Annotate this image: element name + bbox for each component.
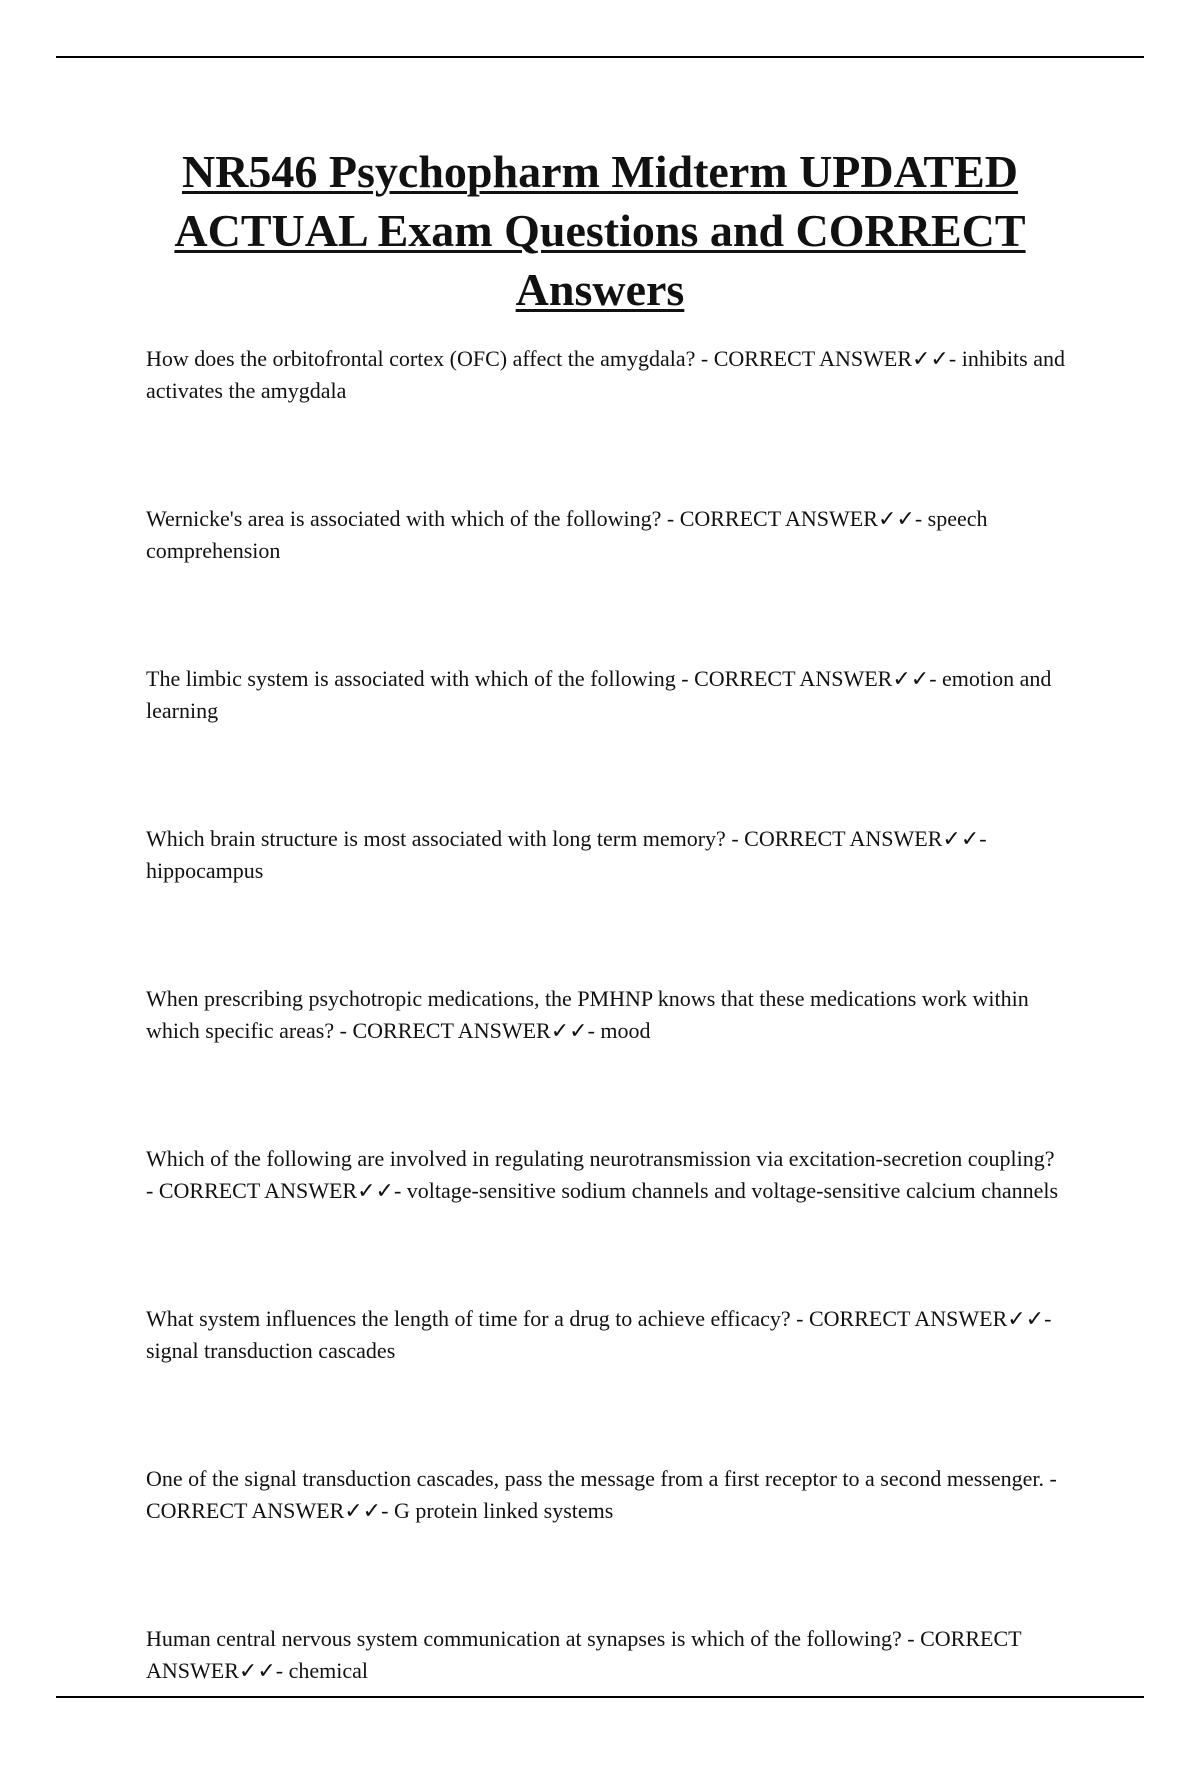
qa-item (146, 343, 1066, 407)
qa-item (146, 823, 1066, 887)
answer-text: inhibits and activates the amygdala (146, 346, 1065, 403)
bottom-divider (56, 1696, 1144, 1698)
qa-item (146, 663, 1066, 727)
top-divider (56, 56, 1144, 58)
question-text: When prescribing psychotropic medications, the PMHNP knows that these medications work within which specific areas? - (146, 986, 1029, 1043)
question-text: One of the signal transduction cascades, pass the message from a first receptor to a second messenger. - (146, 1466, 1057, 1491)
checkmark-icon: ✓✓ - (942, 826, 986, 851)
qa-item (146, 1623, 1066, 1687)
checkmark-icon: ✓✓ - (357, 1178, 407, 1203)
question-text: Human central nervous system communication at synapses is which of the following? - (146, 1626, 920, 1651)
answer-label: CORRECT ANSWER (744, 826, 943, 851)
question-text: Which brain structure is most associated with long term memory? - (146, 826, 744, 851)
answer-text: hippocampus (146, 858, 264, 883)
checkmark-icon: ✓✓ - (912, 346, 962, 371)
answer-label: CORRECT ANSWER (679, 506, 878, 531)
qa-item (146, 503, 1066, 567)
question-text: What system influences the length of time for a drug to achieve efficacy? - (146, 1306, 809, 1331)
checkmark-icon: ✓✓ - (1007, 1306, 1051, 1331)
answer-label: CORRECT ANSWER (146, 1626, 1022, 1683)
answer-label: CORRECT ANSWER (158, 1178, 358, 1203)
answer-label: CORRECT ANSWER (352, 1018, 551, 1043)
answer-text: G protein linked systems (393, 1498, 614, 1523)
answer-label: CORRECT ANSWER (713, 346, 912, 371)
answer-text: signal transduction cascades (146, 1338, 396, 1363)
answer-text: emotion and learning (146, 666, 1052, 723)
qa-item (146, 1143, 1066, 1207)
checkmark-icon: ✓✓ - (344, 1498, 394, 1523)
qa-item (146, 983, 1066, 1047)
checkmark-icon: ✓✓ - (551, 1018, 601, 1043)
answer-label: CORRECT ANSWER (146, 1498, 345, 1523)
answer-text: voltage-sensitive sodium channels and voltage-sensitive calcium channels (406, 1178, 1059, 1203)
document-title: NR546 Psychopharm Midterm UPDATED ACTUAL Exam Questions and CORRECT Answers (174, 146, 1026, 315)
answer-label: CORRECT ANSWER (694, 666, 893, 691)
checkmark-icon: ✓✓ - (892, 666, 942, 691)
qa-item (146, 1303, 1066, 1367)
checkmark-icon: ✓✓ - (239, 1658, 289, 1683)
answer-text: mood (600, 1018, 651, 1043)
qa-item (146, 1463, 1066, 1527)
question-text: Wernicke's area is associated with which of the following? - (146, 506, 680, 531)
question-text: Which of the following are involved in regulating neurotransmission via excitation-secretion coupling? - (146, 1146, 1054, 1203)
qa-list (146, 343, 1066, 1783)
answer-label: CORRECT ANSWER (809, 1306, 1008, 1331)
answer-text: chemical (288, 1658, 368, 1683)
question-text: The limbic system is associated with which of the following - (146, 666, 694, 691)
answer-text: speech comprehension (146, 506, 988, 563)
checkmark-icon: ✓✓ - (878, 506, 928, 531)
question-text: How does the orbitofrontal cortex (OFC) affect the amygdala? - (146, 346, 714, 371)
